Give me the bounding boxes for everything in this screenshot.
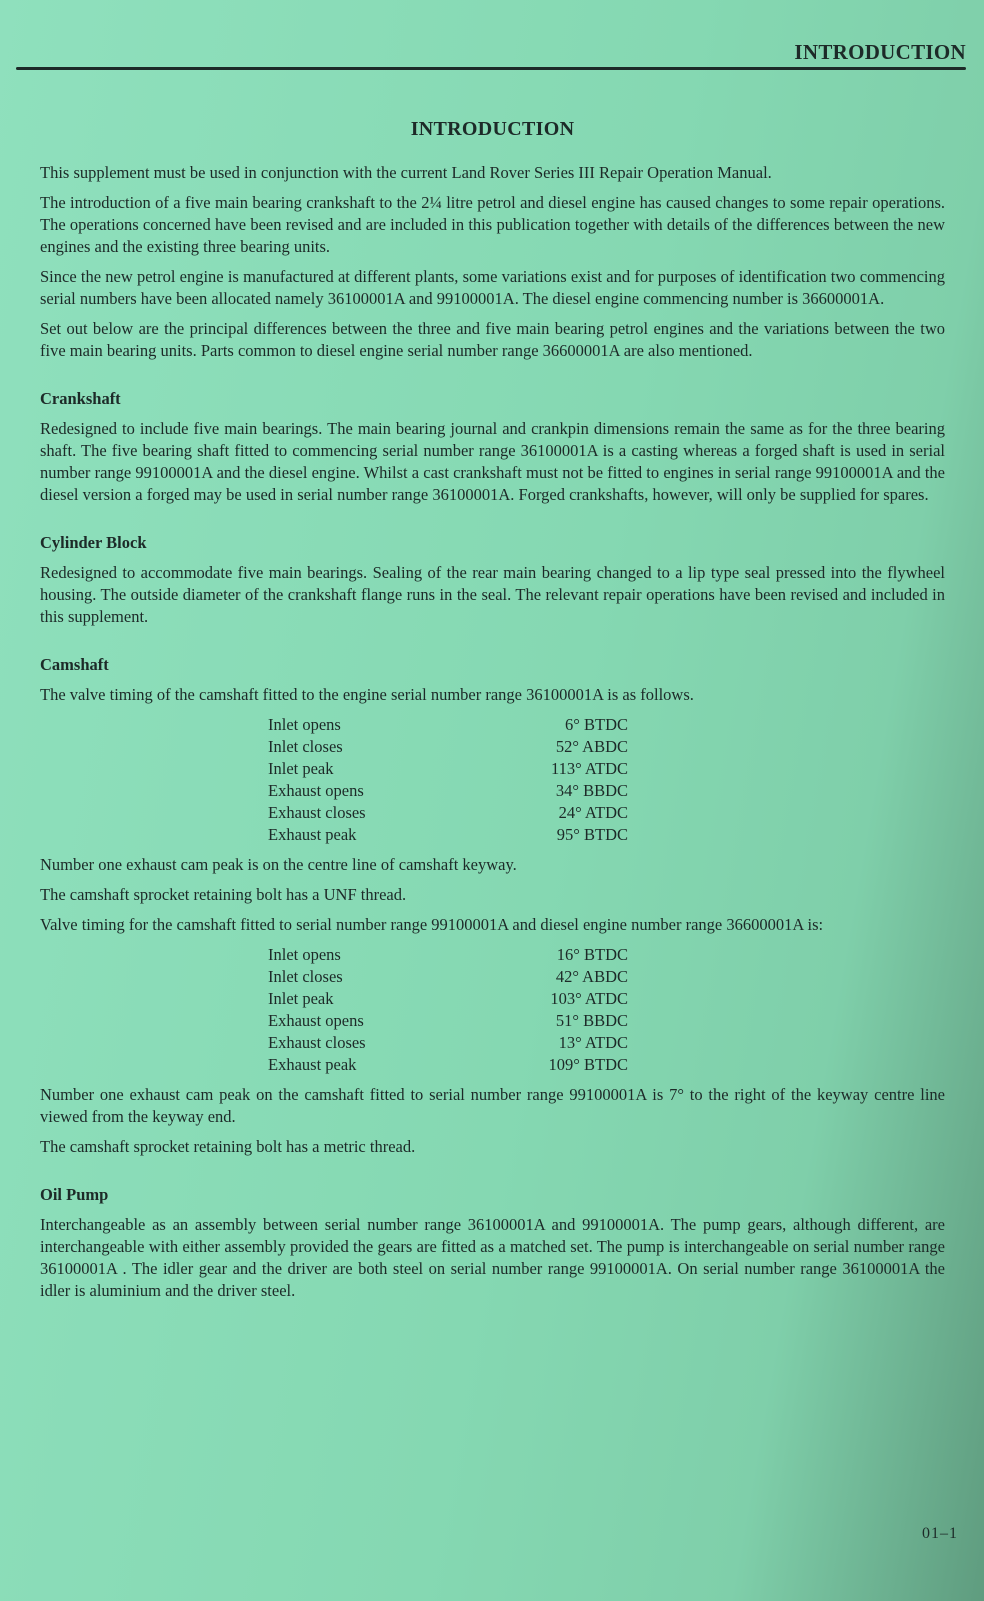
timing-value: 34° BBDC <box>555 781 628 800</box>
timing-label: Inlet closes <box>268 737 343 756</box>
camshaft-paragraph-4: Valve timing for the camshaft fitted to serial number range 99100001A and diesel engine number range 36600001A is: <box>40 915 824 934</box>
camshaft-paragraph-1: The valve timing of the camshaft fitted to the engine serial number range 36100001A is as follows. <box>40 685 694 704</box>
timing-value: 42° ABDC <box>555 967 628 986</box>
camshaft-paragraph-5: Number one exhaust cam peak on the camshaft fitted to serial number range 99100001A is 7° to the right of the keyway centre line viewed from the keyway end. <box>40 1085 945 1126</box>
timing-value: 6° BTDC <box>565 715 628 734</box>
camshaft-paragraph-3: The camshaft sprocket retaining bolt has a UNF thread. <box>40 885 407 904</box>
page-number: 01–1 <box>922 1525 958 1542</box>
timing-value: 13° ATDC <box>558 1033 628 1052</box>
section-heading-cylinder-block: Cylinder Block <box>40 533 147 552</box>
timing-label: Exhaust opens <box>268 781 364 800</box>
timing-value: 52° ABDC <box>555 737 628 756</box>
cylinder-block-paragraph: Redesigned to accommodate five main bearings. Sealing of the rear main bearing changed to a lip type seal pressed into the flywheel housing. The outside diameter of the crankshaft flange runs in the seal. The relevant repair operations have been revised and included in this supplement. <box>40 563 945 626</box>
section-heading-camshaft: Camshaft <box>40 655 109 674</box>
timing-label: Inlet peak <box>268 759 334 778</box>
timing-label: Inlet opens <box>268 715 341 734</box>
table-row <box>268 736 628 758</box>
timing-value: 24° ATDC <box>558 803 628 822</box>
table-row <box>268 944 628 966</box>
header-rule <box>16 67 966 70</box>
table-row <box>268 714 628 736</box>
timing-label: Exhaust closes <box>268 1033 366 1052</box>
intro-paragraph-3: Since the new petrol engine is manufactured at different plants, some variations exist and for purposes of identification two commencing serial numbers have been allocated namely 36100001A and 99100001A. The diesel engine commencing number is 36600001A. <box>40 267 945 308</box>
timing-label: Exhaust closes <box>268 803 366 822</box>
timing-label: Exhaust peak <box>268 825 357 844</box>
camshaft-paragraph-6: The camshaft sprocket retaining bolt has a metric thread. <box>40 1137 416 1156</box>
table-row <box>268 988 628 1010</box>
table-row <box>268 1032 628 1054</box>
timing-label: Inlet peak <box>268 989 334 1008</box>
page-content <box>40 118 945 1310</box>
intro-paragraph-4: Set out below are the principal differences between the three and five main bearing petrol engines and the variations between the two five main bearing units. Parts common to diesel engine serial number range 36600001A are also mentioned. <box>40 319 945 360</box>
running-head: INTRODUCTION <box>794 40 966 64</box>
table-row <box>268 802 628 824</box>
timing-value: 113° ATDC <box>550 759 628 778</box>
timing-label: Exhaust opens <box>268 1011 364 1030</box>
table-row <box>268 966 628 988</box>
timing-label: Inlet opens <box>268 945 341 964</box>
timing-label: Inlet closes <box>268 967 343 986</box>
timing-value: 103° ATDC <box>550 989 628 1008</box>
section-heading-crankshaft: Crankshaft <box>40 389 121 408</box>
timing-value: 51° BBDC <box>555 1011 628 1030</box>
intro-paragraph-2: The introduction of a five main bearing crankshaft to the 2¼ litre petrol and diesel engine has caused changes to some repair operations. The operations concerned have been revised and are included in this publication together with details of the differences between the new engines and the existing three bearing units. <box>40 193 945 256</box>
timing-label: Exhaust peak <box>268 1055 357 1074</box>
timing-value: 109° BTDC <box>548 1055 628 1074</box>
page-title: INTRODUCTION <box>410 118 575 140</box>
crankshaft-paragraph: Redesigned to include five main bearings. The main bearing journal and crankpin dimensions remain the same as for the three bearing shaft. The five bearing shaft fitted to commencing serial number range 36100001A is a casting whereas a forged shaft is used in serial number range 99100001A and the diesel engine. Whilst a cast crankshaft must not be fitted to engines in serial range 99100001A and the diesel version a forged may be used in serial number range 36100001A. Forged crankshafts, however, will only be supplied for spares. <box>40 419 945 504</box>
intro-paragraph-1: This supplement must be used in conjunction with the current Land Rover Series III Repair Operation Manual. <box>40 163 772 182</box>
timing-value: 16° BTDC <box>556 945 628 964</box>
timing-value: 95° BTDC <box>556 825 628 844</box>
table-row <box>268 758 628 780</box>
table-row <box>268 1054 628 1076</box>
valve-timing-table-2 <box>268 944 628 1076</box>
table-row <box>268 1010 628 1032</box>
oil-pump-paragraph: Interchangeable as an assembly between serial number range 36100001A and 99100001A. The pump gears, although different, are interchangeable with either assembly provided the gears are fitted as a matched set. The pump is interchangeable on serial number range 36100001A . The idler gear and the driver are both steel on serial number range 99100001A. On serial number range 36100001A the idler is aluminium and the driver steel. <box>40 1215 945 1300</box>
table-row <box>268 824 628 846</box>
section-heading-oil-pump: Oil Pump <box>40 1185 109 1204</box>
valve-timing-table-1 <box>268 714 628 846</box>
camshaft-paragraph-2: Number one exhaust cam peak is on the centre line of camshaft keyway. <box>40 855 517 874</box>
table-row <box>268 780 628 802</box>
